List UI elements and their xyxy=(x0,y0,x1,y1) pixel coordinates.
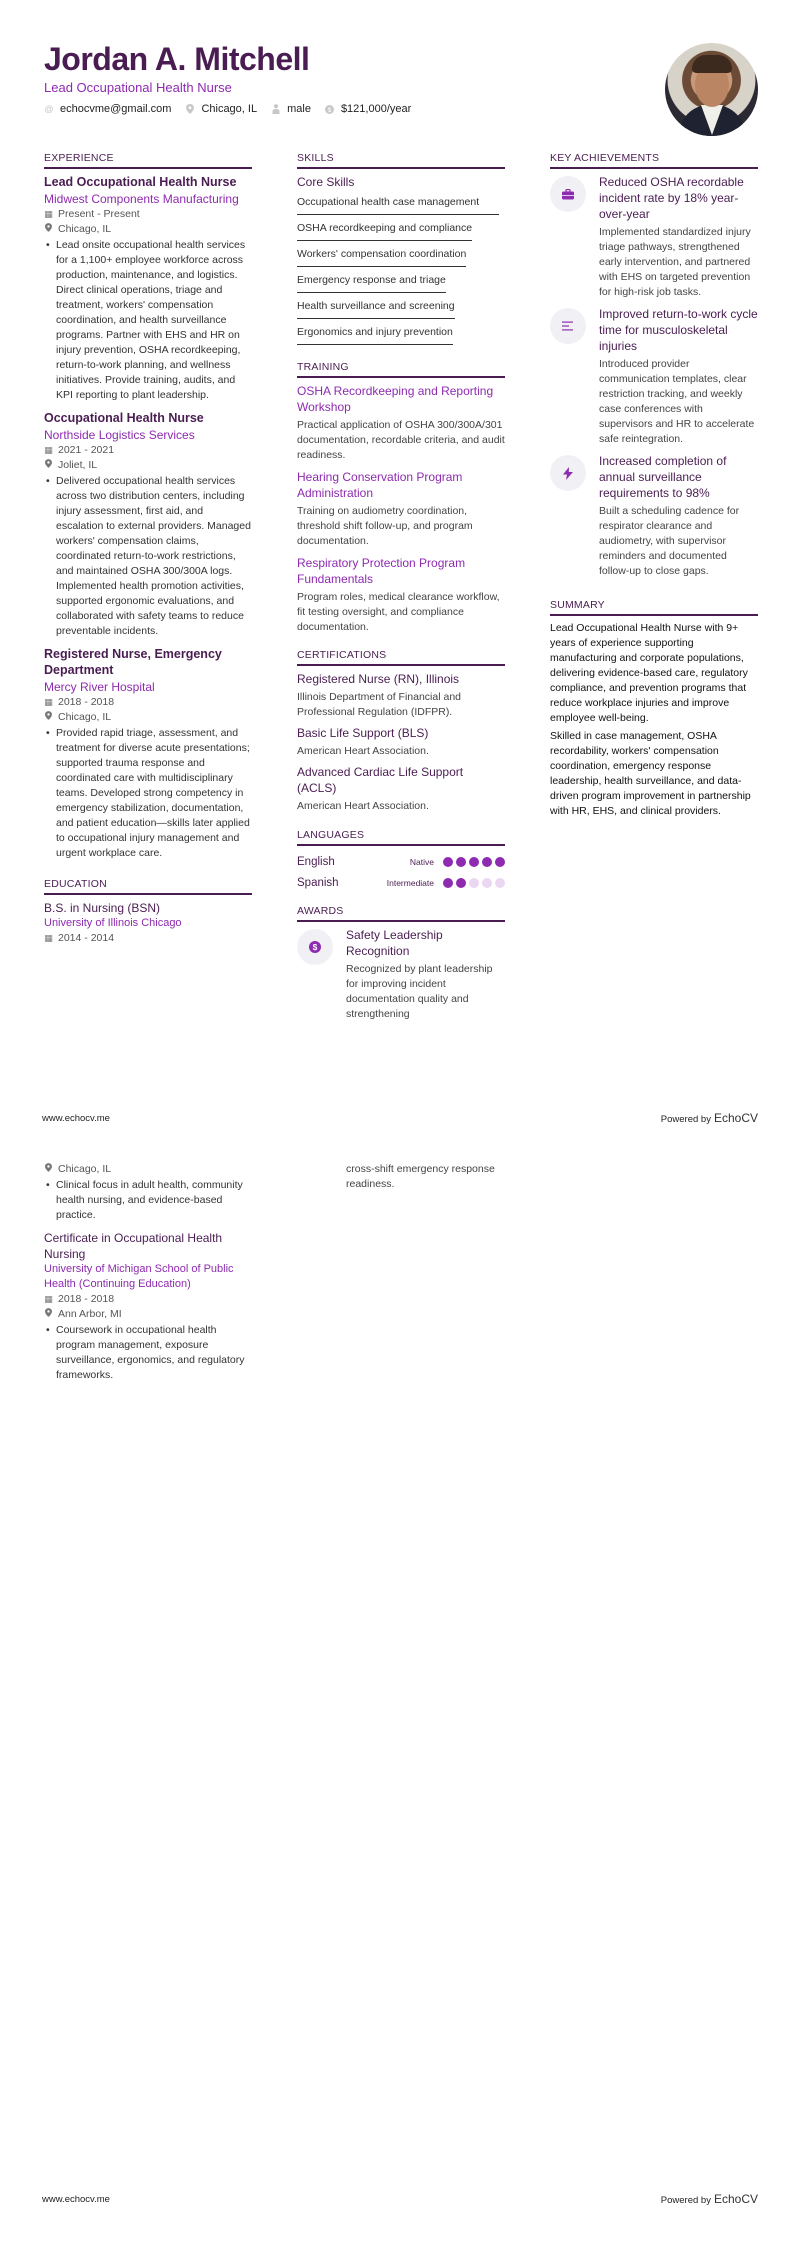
certification-issuer: American Heart Association. xyxy=(297,800,429,812)
achievement-entry xyxy=(550,306,758,447)
website-link[interactable]: www.echocv.me xyxy=(42,2193,110,2205)
training-entry xyxy=(297,469,505,549)
location-pin-icon xyxy=(44,1162,53,1177)
brand-logo[interactable]: EchoCV xyxy=(713,1111,758,1125)
location-pin-icon xyxy=(44,710,53,725)
degree: Certificate in Occupational Health Nursing xyxy=(44,1231,223,1261)
training-desc: Program roles, medical clearance workflow, fit testing oversight, and compliance documentation. xyxy=(297,591,500,633)
section-title-awards: AWARDS xyxy=(297,905,505,922)
achievement-entry xyxy=(550,453,758,579)
location-text: Chicago, IL xyxy=(201,103,258,115)
company-name: Midwest Components Manufacturing xyxy=(44,192,239,206)
certification-title: Basic Life Support (BLS) xyxy=(297,726,429,740)
school-name: University of Illinois Chicago xyxy=(44,917,182,929)
education-bullet: • Coursework in occupational health program management, exposure surveillance, ergonomics, and regulatory frameworks. xyxy=(44,1323,252,1383)
education-bullet: • Clinical focus in adult health, community health nursing, and evidence-based practice. xyxy=(44,1178,252,1223)
dollar-icon xyxy=(325,104,335,114)
person-icon xyxy=(271,104,281,114)
at-icon: @ xyxy=(44,104,54,114)
calendar-icon: ▦ xyxy=(44,209,53,219)
powered-by: Powered by EchoCV xyxy=(660,2192,758,2206)
summary-paragraph: Lead Occupational Health Nurse with 9+ years of experience supporting manufacturing and corporate populations, delivering evidence-based care, regulatory compliance, and prevention programs that reduce workplace injuries and improve employee well-being. xyxy=(550,622,748,724)
education-entry xyxy=(44,900,252,946)
section-title-summary: SUMMARY xyxy=(550,599,758,616)
calendar-icon: ▦ xyxy=(44,445,53,455)
calendar-icon: ▦ xyxy=(44,697,53,707)
candidate-name: Jordan A. Mitchell xyxy=(44,41,310,77)
svg-text:$: $ xyxy=(312,942,318,952)
salary-text: $121,000/year xyxy=(340,103,412,115)
education-dates: ▦ 2018 - 2018 xyxy=(44,1293,115,1305)
training-title: OSHA Recordkeeping and Reporting Workshop xyxy=(297,384,494,414)
certification-entry xyxy=(297,671,505,720)
language-rating xyxy=(440,878,505,888)
calendar-icon: ▦ xyxy=(44,933,53,943)
section-title-skills: SKILLS xyxy=(297,152,505,169)
achievement-desc: Introduced provider communication templates, clear restriction tracking, and weekly case conferences with supervisors and HR to accelerate safe reintegration. xyxy=(599,358,755,445)
resume-page-2 xyxy=(0,1140,794,2246)
education-entry xyxy=(44,1230,252,1383)
calendar-icon: ▦ xyxy=(44,1294,53,1304)
contact-salary xyxy=(325,103,411,115)
award-entry xyxy=(297,927,505,1023)
rating-dot-filled xyxy=(456,857,466,867)
company-name: Northside Logistics Services xyxy=(44,428,195,442)
dollar-badge-icon xyxy=(297,929,333,965)
text-lines-icon xyxy=(550,308,586,344)
degree: B.S. in Nursing (BSN) xyxy=(44,901,161,915)
gender-text: male xyxy=(287,103,311,115)
skill-item: Health surveillance and screening xyxy=(297,297,455,319)
rating-dot-filled xyxy=(482,857,492,867)
powered-by: Powered by EchoCV xyxy=(660,1111,758,1125)
svg-text:$: $ xyxy=(328,106,332,114)
location-pin-icon xyxy=(185,104,195,114)
achievement-title: Increased completion of annual surveillance requirements to 98% xyxy=(599,454,727,500)
job-dates: ▦ 2018 - 2018 xyxy=(44,696,115,708)
skill-item: Occupational health case management xyxy=(297,193,499,215)
job-title: Occupational Health Nurse xyxy=(44,411,204,425)
contact-bar xyxy=(44,103,664,115)
rating-dot-filled xyxy=(443,878,453,888)
job-bullet: • Delivered occupational health services across two distribution centers, including injury assessment, first aid, and escalation to external providers. Managed workers' compensation claims, coordinated return-to-work restrictions, and maintained OSHA 300/300A logs. Implemented health promotion activities, supported ergonomic evaluations, and collaborated with safety teams to reduce preventable incidents. xyxy=(44,474,252,639)
award-title: Safety Leadership Recognition xyxy=(346,928,443,958)
language-row xyxy=(297,851,505,872)
company-name: Mercy River Hospital xyxy=(44,680,155,694)
experience-entry xyxy=(44,174,252,403)
certification-entry xyxy=(297,764,505,814)
section-title-education: EDUCATION xyxy=(44,878,252,895)
section-title-achievements: KEY ACHIEVEMENTS xyxy=(550,152,758,169)
rating-dot-filled xyxy=(443,857,453,867)
job-dates: ▦ Present - Present xyxy=(44,208,140,220)
training-desc: Training on audiometry coordination, threshold shift follow-up, and program documentation. xyxy=(297,505,473,547)
training-entry xyxy=(297,383,505,463)
training-entry xyxy=(297,555,505,635)
section-title-experience: EXPERIENCE xyxy=(44,152,252,169)
language-level: Intermediate xyxy=(386,877,434,888)
summary-text xyxy=(550,621,758,819)
education-location: Chicago, IL xyxy=(44,1162,252,1177)
resume-header xyxy=(44,40,664,115)
language-name: Spanish xyxy=(297,876,339,889)
job-bullets xyxy=(44,474,252,639)
education-entry-continued xyxy=(44,1162,252,1223)
contact-email[interactable] xyxy=(44,103,171,115)
language-level: Native xyxy=(409,856,434,867)
email-text: echocvme@gmail.com xyxy=(60,103,172,115)
page-footer xyxy=(42,1111,758,1125)
achievement-entry xyxy=(550,174,758,300)
certification-issuer: Illinois Department of Financial and Professional Regulation (IDFPR). xyxy=(297,691,462,718)
language-rating xyxy=(440,857,505,867)
award-desc-continued: cross-shift emergency response readiness. xyxy=(346,1163,495,1190)
rating-dot-filled xyxy=(469,857,479,867)
section-title-languages: LANGUAGES xyxy=(297,829,505,846)
education-dates: ▦ 2014 - 2014 xyxy=(44,932,115,944)
job-title: Lead Occupational Health Nurse xyxy=(44,175,237,189)
skill-item: Emergency response and triage xyxy=(297,271,446,293)
rating-dot-filled xyxy=(456,878,466,888)
job-bullets xyxy=(44,238,252,403)
middle-column xyxy=(297,152,505,1029)
education-bullets xyxy=(44,1323,252,1383)
experience-entry xyxy=(44,646,252,861)
brand-logo[interactable]: EchoCV xyxy=(713,2192,758,2206)
section-title-training: TRAINING xyxy=(297,361,505,378)
job-bullet: • Provided rapid triage, assessment, and treatment for diverse acute presentations; supported trauma response and coordinated care with multidisciplinary teams. Developed strong competency in emergency stabilization, documentation, and patient education—skills later applied to occupational injury management and urgent workplace care. xyxy=(44,726,252,861)
rating-dot-filled xyxy=(495,857,505,867)
skill-item: OSHA recordkeeping and compliance xyxy=(297,219,472,241)
job-bullet: • Lead onsite occupational health services for a 1,100+ employee workforce across production, maintenance, and logistics. Direct clinical operations, triage and treatment, workers' compensation coordination, and health surveillance programs. Partner with EHS and HR on injury prevention, OSHA recordkeeping, return-to-work planning, and wellness initiatives. Provide training, audits, and KPI reporting to plant leadership. xyxy=(44,238,252,403)
job-location: Chicago, IL xyxy=(44,710,252,725)
website-link[interactable]: www.echocv.me xyxy=(42,1112,110,1124)
training-title: Respiratory Protection Program Fundamentals xyxy=(297,556,466,586)
skill-item: Ergonomics and injury prevention xyxy=(297,323,453,345)
education-bullets xyxy=(44,1178,252,1223)
language-name: English xyxy=(297,855,335,868)
certification-issuer: American Heart Association. xyxy=(297,745,429,757)
school-name: University of Michigan School of Public Health (Continuing Education) xyxy=(44,1263,234,1290)
contact-gender xyxy=(271,103,311,115)
award-desc: Recognized by plant leadership for improving incident documentation quality and strengthening xyxy=(346,963,493,1020)
skill-item: Workers' compensation coordination xyxy=(297,245,466,267)
training-title: Hearing Conservation Program Administration xyxy=(297,470,463,500)
experience-entry xyxy=(44,410,252,639)
education-location: Ann Arbor, MI xyxy=(44,1307,252,1322)
achievement-title: Improved return-to-work cycle time for musculoskeletal injuries xyxy=(599,307,758,353)
skill-group-title: Core Skills xyxy=(297,175,355,189)
location-pin-icon xyxy=(44,222,53,237)
job-dates: ▦ 2021 - 2021 xyxy=(44,444,115,456)
profile-photo xyxy=(665,43,758,136)
rating-dot-empty xyxy=(495,878,505,888)
language-row xyxy=(297,872,505,893)
rating-dot-empty xyxy=(469,878,479,888)
candidate-headline: Lead Occupational Health Nurse xyxy=(44,80,232,95)
job-location: Joliet, IL xyxy=(44,458,252,473)
briefcase-icon xyxy=(550,176,586,212)
left-column xyxy=(44,152,252,953)
location-pin-icon xyxy=(44,458,53,473)
certification-title: Advanced Cardiac Life Support (ACLS) xyxy=(297,765,464,795)
location-pin-icon xyxy=(44,1307,53,1322)
section-title-certifications: CERTIFICATIONS xyxy=(297,649,505,666)
training-desc: Practical application of OSHA 300/300A/301 documentation, recordable criteria, and audit readiness. xyxy=(297,419,505,461)
job-location: Chicago, IL xyxy=(44,222,252,237)
page-footer xyxy=(42,2192,758,2206)
job-bullets xyxy=(44,726,252,861)
achievement-desc: Implemented standardized injury triage pathways, strengthened early intervention, and partnered with EHS on targeted prevention for high-risk job tasks. xyxy=(599,226,751,298)
lightning-icon xyxy=(550,455,586,491)
middle-column-continued xyxy=(297,1162,505,1192)
achievement-desc: Built a scheduling cadence for respirator clearance and audiometry, with supervisor reminders and documented follow-up to close gaps. xyxy=(599,505,740,577)
right-column xyxy=(550,152,758,822)
job-title: Registered Nurse, Emergency Department xyxy=(44,647,222,677)
certification-entry xyxy=(297,725,505,759)
left-column-continued xyxy=(44,1162,252,1390)
contact-location xyxy=(185,103,257,115)
achievement-title: Reduced OSHA recordable incident rate by 18% year-over-year xyxy=(599,175,744,221)
certification-title: Registered Nurse (RN), Illinois xyxy=(297,672,460,686)
summary-paragraph: Skilled in case management, OSHA recordability, workers' compensation coordination, emergency response leadership, health surveillance, and data-driven program improvement in partnership with HR, EHS, and clinical providers. xyxy=(550,730,751,817)
rating-dot-empty xyxy=(482,878,492,888)
